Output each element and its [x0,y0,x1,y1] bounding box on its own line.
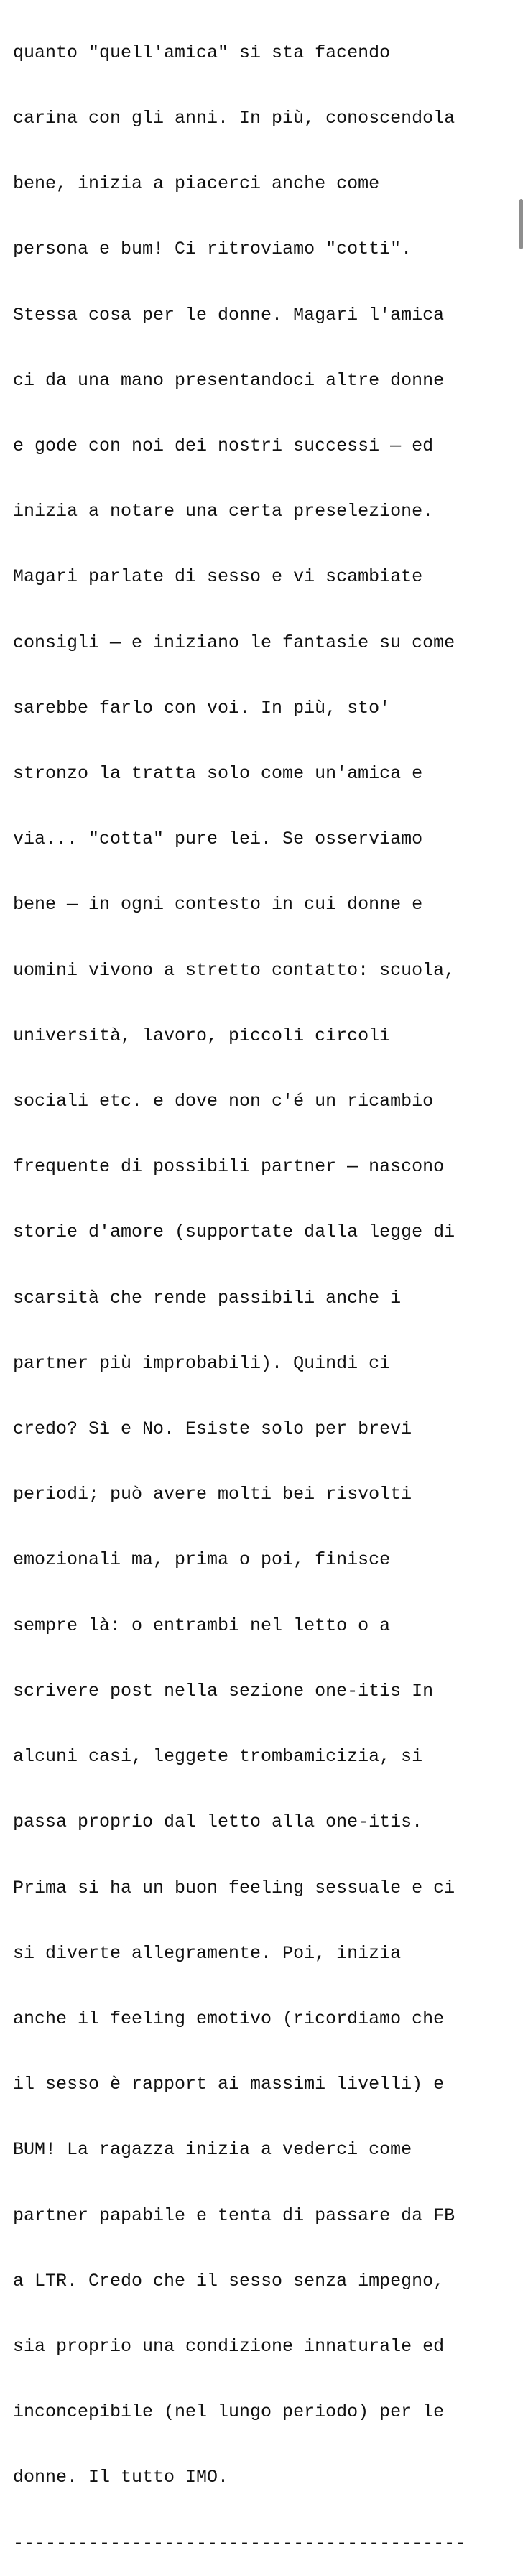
text-line: sarebbe farlo con voi. In più, sto' [13,697,391,719]
text-line: Prima si ha un buon feeling sessuale e ci [13,1877,455,1898]
document-body [13,11,516,2576]
text-line: stronzo la tratta solo come un'amica e [13,763,423,785]
text-line: bene — in ogni contesto in cui donne e [13,894,423,915]
text-line: passa proprio dal letto alla one-itis. [13,1811,423,1833]
text-line: periodi; può avere molti bei risvolti [13,1484,412,1505]
text-line: scarsità che rende passibili anche i [13,1287,402,1308]
text-line: uomini vivono a stretto contatto: scuola, [13,959,455,981]
text-line: via... "cotta" pure lei. Se osserviamo [13,828,423,850]
text-line: Stessa cosa per le donne. Magari l'amica [13,304,445,326]
text-line: inconcepibile (nel lungo periodo) per le [13,2401,445,2423]
text-line: scrivere post nella sezione one-itis In [13,1680,434,1702]
text-line: sociali etc. e dove non c'é un ricambio [13,1091,434,1112]
text-line: ci da una mano presentandoci altre donne [13,369,445,391]
text-line: carina con gli anni. In più, conoscendola [13,108,455,129]
text-line: e gode con noi dei nostri successi — ed [13,435,434,457]
text-line: emozionali ma, prima o poi, finisce [13,1549,391,1571]
text-line: partner papabile e tenta di passare da FB [13,2205,455,2226]
text-line: inizia a notare una certa preselezione. [13,501,434,522]
text-line: persona e bum! Ci ritroviamo "cotti". [13,239,412,260]
text-line: sempre là: o entrambi nel letto o a [13,1615,391,1636]
text-line: anche il feeling emotivo (ricordiamo che [13,2008,445,2029]
text-line: Magari parlate di sesso e vi scambiate [13,566,423,588]
text-line: bene, inizia a piacerci anche come [13,173,380,195]
text-line: il sesso è rapport ai massimi livelli) e [13,2074,445,2095]
text-line: quanto "quell'amica" si sta facendo [13,42,391,63]
text-line: frequente di possibili partner — nascono [13,1156,445,1178]
text-line: alcuni casi, leggete trombamicizia, si [13,1746,423,1768]
text-line: credo? Sì e No. Esiste solo per brevi [13,1418,412,1440]
dashed-divider: ------------------------------------------ [13,2532,466,2554]
text-line: storie d'amore (supportate dalla legge di [13,1222,455,1243]
text-line: donne. Il tutto IMO. [13,2467,229,2488]
vertical-scrollbar-thumb[interactable] [519,199,523,249]
text-line: si diverte allegramente. Poi, inizia [13,1942,402,1964]
text-line: partner più improbabili). Quindi ci [13,1352,391,1374]
text-line: sia proprio una condizione innaturale ed [13,2335,445,2357]
text-line: BUM! La ragazza inizia a vederci come [13,2139,412,2161]
text-line: consigli — e iniziano le fantasie su come [13,632,455,653]
text-line: università, lavoro, piccoli circoli [13,1025,391,1046]
text-line: a LTR. Credo che il sesso senza impegno, [13,2270,445,2291]
